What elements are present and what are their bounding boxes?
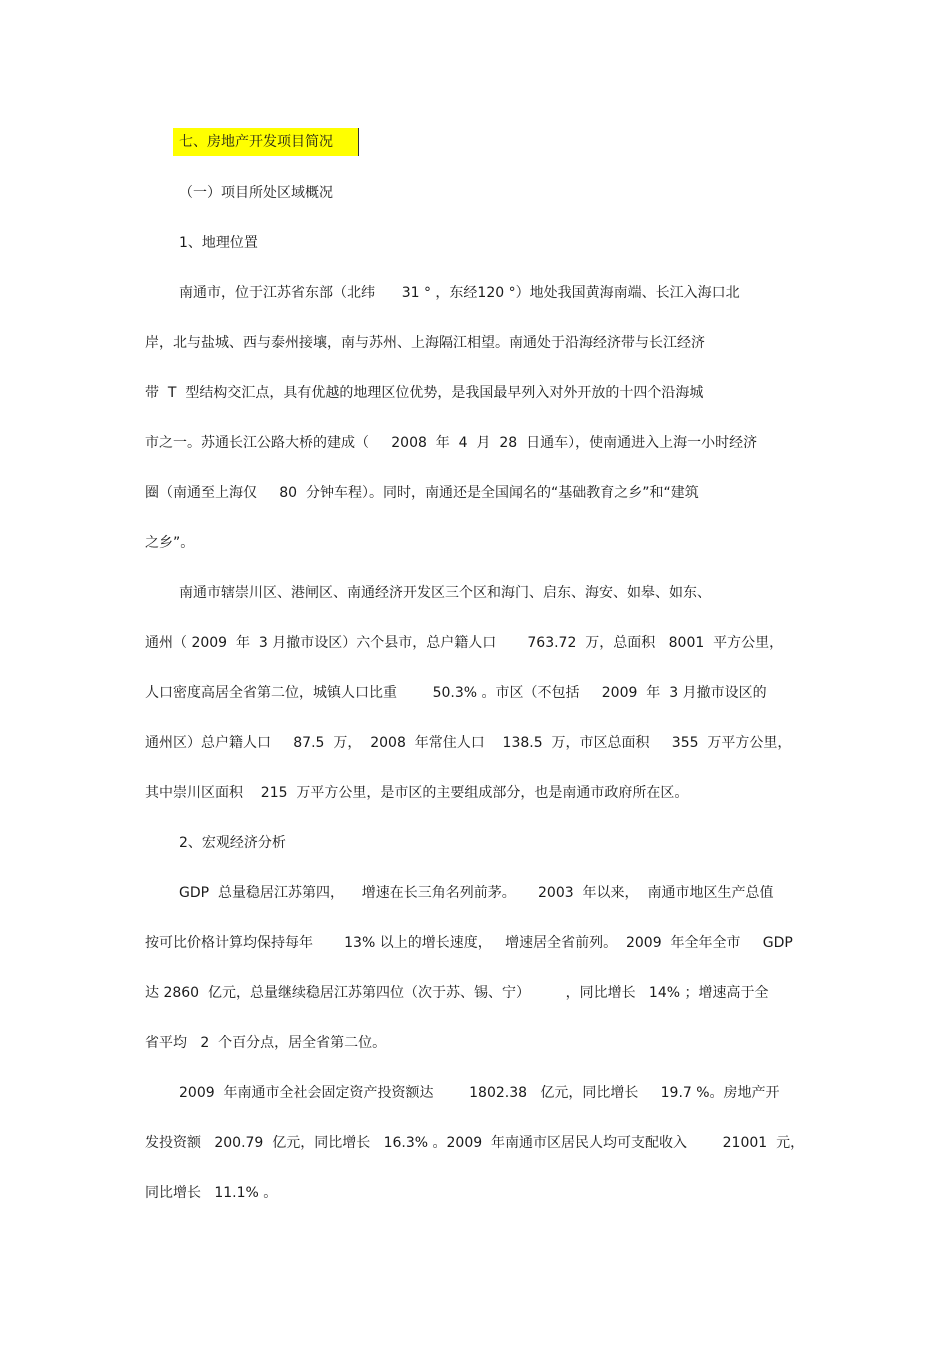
invest-line: 发投资额 200.79 亿元，同比增长 16.3% 。2009 年南通市区居民人均可支配收入 21001 元， [145,1135,805,1151]
invest-line: 2009 年南通市全社会固定资产投资额达 1802.38 亿元，同比增长 19.7 %。房地产开 [179,1085,780,1101]
heading-econ: 2、宏观经济分析 [179,835,286,851]
gdp-line: 按可比价格计算均保持每年 13% 以上的增长速度， 增速居全省前列。 2009 年全年全市 GDP [145,935,793,951]
geo-line: 带 T 型结构交汇点，具有优越的地理区位优势，是我国最早列入对外开放的十四个沿海城 [145,385,704,401]
heading-geo: 1、地理位置 [179,235,258,251]
geo-line: 之乡”。 [145,535,195,551]
gdp-line: GDP 总量稳居江苏第四， 增速在长三角名列前茅。 2003 年以来， 南通市地区生产总值 [179,885,774,901]
gdp-line: 达 2860 亿元，总量继续稳居江苏第四位（次于苏、锡、宁） ，同比增长 14% ；增速高于全 [145,985,769,1001]
admin-line: 南通市辖崇川区、港闸区、南通经济开发区三个区和海门、启东、海安、如皋、如东、 [179,585,711,601]
geo-line: 圈（南通至上海仅 80 分钟车程）。同时，南通还是全国闻名的“基础教育之乡”和“建筑 [145,485,699,501]
section-title-highlight [173,128,359,156]
geo-line: 市之一。苏通长江公路大桥的建成（ 2008 年 4 月 28 日通车），使南通进入上海一小时经济 [145,435,758,451]
admin-line: 其中崇川区面积 215 万平方公里，是市区的主要组成部分，也是南通市政府所在区。 [145,785,689,801]
admin-line: 人口密度高居全省第二位，城镇人口比重 50.3% 。市区（不包括 2009 年 3 月撤市设区的 [145,685,767,701]
admin-line: 通州（ 2009 年 3 月撤市设区）六个县市，总户籍人口 763.72 万，总面积 8001 平方公里， [145,635,784,651]
geo-line: 南通市，位于江苏省东部（北纬 31 ° ，东经120 °）地处我国黄海南端、长江入海口北 [179,285,740,301]
admin-line: 通州区）总户籍人口 87.5 万， 2008 年常住人口 138.5 万，市区总面积 355 万平方公里， [145,735,792,751]
geo-line: 岸，北与盐城、西与泰州接壤，南与苏州、上海隔江相望。南通处于沿海经济带与长江经济 [145,335,705,351]
subsection-title: （一）项目所处区域概况 [179,185,333,201]
section-title: 七、房地产开发项目简况 [179,134,333,150]
invest-line: 同比增长 11.1% 。 [145,1185,278,1201]
gdp-line: 省平均 2 个百分点，居全省第二位。 [145,1035,387,1051]
